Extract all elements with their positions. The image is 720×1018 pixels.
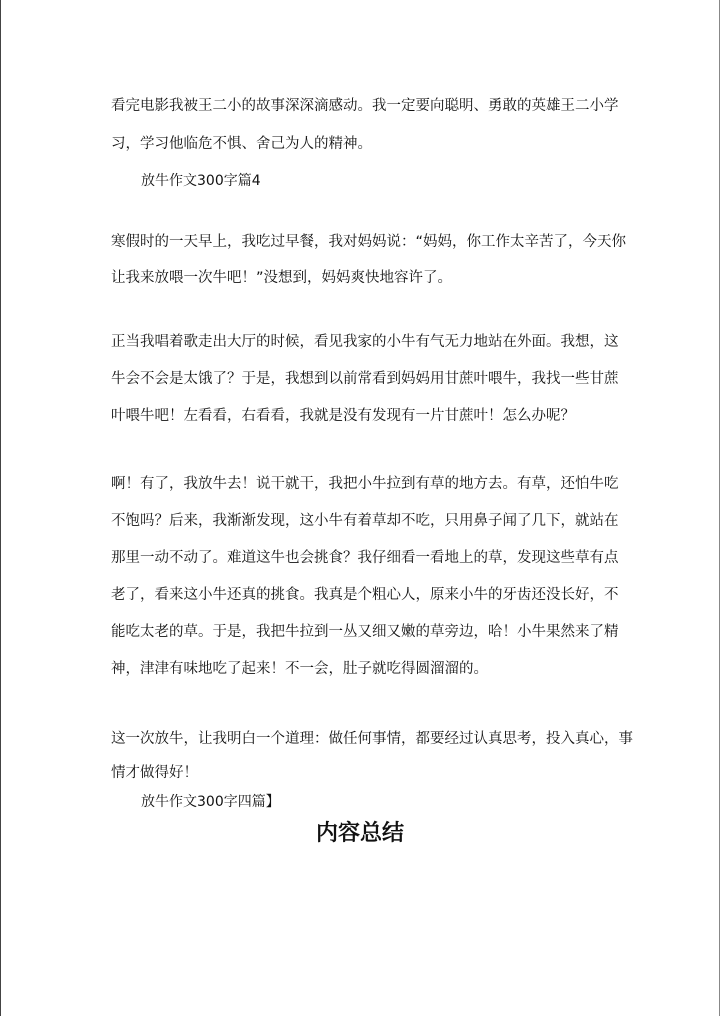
paragraph-5-line-1: 这一次放牛，让我明白一个道理：做任何事情，都要经过认真思考，投入真心，事 <box>111 731 633 747</box>
essay-heading-4: 放牛作文300字篇4 <box>141 173 261 189</box>
paragraph-3-line-2: 牛会不会是太饿了？于是，我想到以前常看到妈妈用甘蔗叶喂牛，我找一些甘蔗 <box>111 371 619 387</box>
essay-collection-heading: 放牛作文300字四篇】 <box>141 794 280 810</box>
paragraph-3-line-1: 正当我唱着歌走出大厅的时候，看见我家的小牛有气无力地站在外面。我想，这 <box>111 334 619 350</box>
paragraph-4-line-1: 啊！有了，我放牛去！说干就干，我把小牛拉到有草的地方去。有草，还怕牛吃 <box>111 476 619 492</box>
paragraph-1-line-1: 看完电影我被王二小的故事深深滴感动。我一定要向聪明、勇敢的英雄王二小学 <box>111 98 619 114</box>
paragraph-2-line-1: 寒假时的一天早上，我吃过早餐，我对妈妈说：“妈妈，你工作太辛苦了，今天你 <box>111 234 627 250</box>
paragraph-4-line-5: 能吃太老的草。于是，我把牛拉到一丛又细又嫩的草旁边，哈！小牛果然来了精 <box>111 624 619 640</box>
paragraph-3-line-3: 叶喂牛吧！左看看，右看看，我就是没有发现有一片甘蔗叶！怎么办呢？ <box>111 408 575 424</box>
paragraph-4-line-3: 那里一动不动了。难道这牛也会挑食？我仔细看一看地上的草，发现这些草有点 <box>111 550 619 566</box>
paragraph-5-line-2: 情才做得好！ <box>111 765 198 781</box>
summary-title: 内容总结 <box>315 821 404 846</box>
paragraph-4-line-6: 神，津津有味地吃了起来！不一会，肚子就吃得圆溜溜的。 <box>111 661 488 677</box>
paragraph-1-line-2: 习，学习他临危不惧、舍己为人的精神。 <box>111 136 372 152</box>
paragraph-4-line-4: 老了，看来这小牛还真的挑食。我真是个粗心人，原来小牛的牙齿还没长好，不 <box>111 587 619 603</box>
paragraph-2-line-2: 让我来放喂一次牛吧！”没想到，妈妈爽快地容许了。 <box>111 270 453 286</box>
paragraph-4-line-2: 不饱吗？后来，我渐渐发现，这小牛有着草却不吃，只用鼻子闻了几下，就站在 <box>111 513 619 529</box>
